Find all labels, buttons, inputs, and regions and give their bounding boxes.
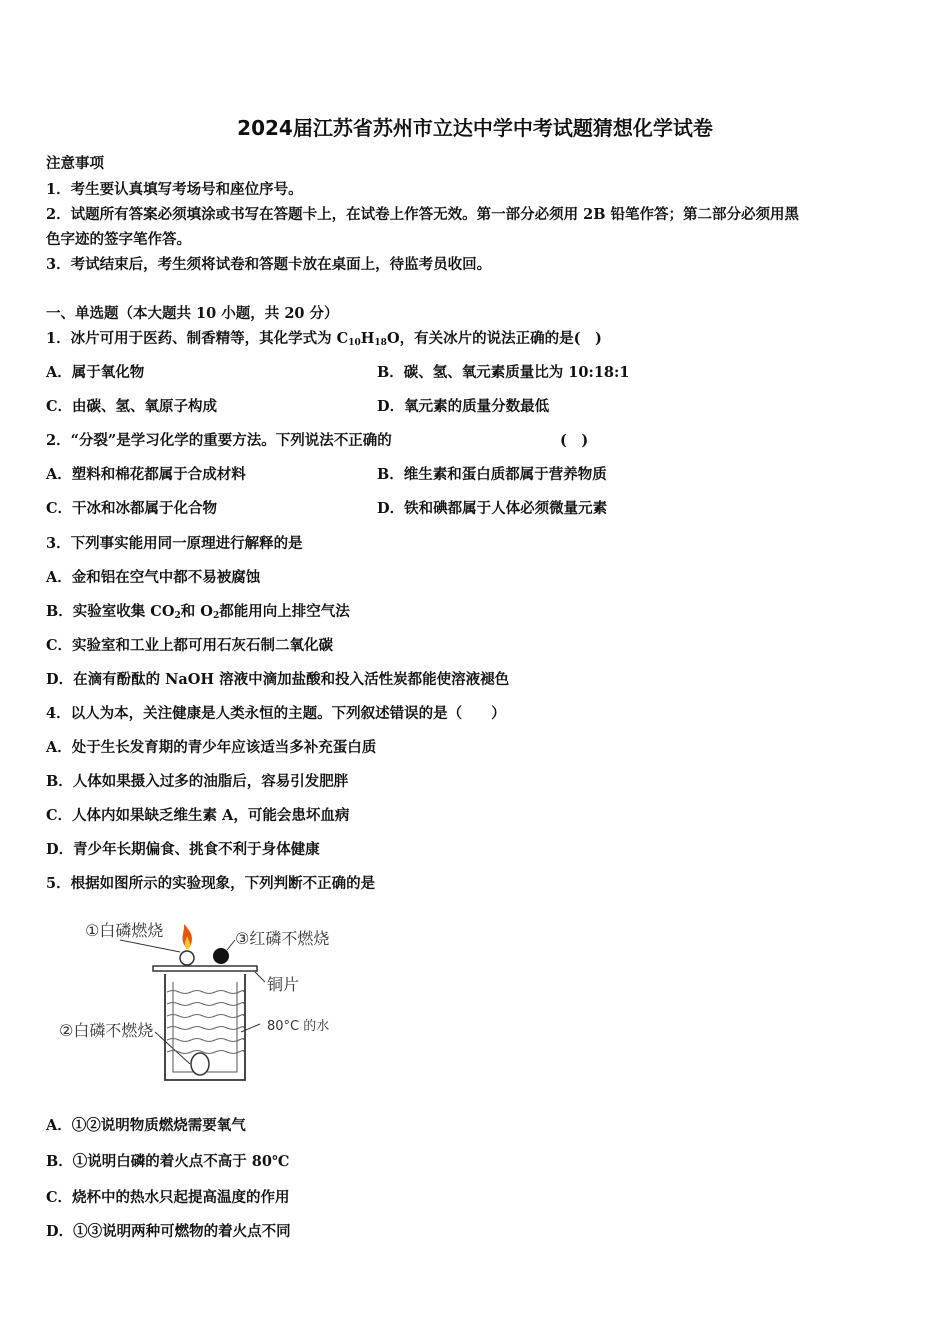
leader-line — [227, 940, 235, 950]
q1-option-a: A．属于氧化物 — [46, 364, 145, 381]
q2-option-b: B．维生素和蛋白质都属于营养物质 — [377, 466, 607, 483]
figure-label-copper: 铜片 — [267, 975, 300, 994]
figure-label-white-phosphorus-underwater: ②白磷不燃烧 — [59, 1021, 154, 1040]
q4-option-a: A．处于生长发育期的青少年应该适当多补充蛋白质 — [46, 739, 377, 756]
figure-label-red-phosphorus: ③红磷不燃烧 — [235, 929, 330, 948]
notice-item-3: 3．考试结束后，考生须将试卷和答题卡放在桌面上，待监考员收回。 — [46, 256, 492, 273]
notice-item-2-cont: 色字迹的签字笔作答。 — [46, 231, 191, 248]
water-lines — [167, 991, 244, 1054]
page-title: 2024届江苏省苏州市立达中学中考试题猜想化学试卷 — [237, 116, 713, 140]
q2-option-c: C．干冰和冰都属于化合物 — [46, 500, 218, 517]
q5-option-c: C．烧杯中的热水只起提高温度的作用 — [46, 1189, 290, 1206]
q3-option-a: A．金和铝在空气中都不易被腐蚀 — [46, 569, 261, 586]
combustion-experiment-figure — [55, 912, 355, 1092]
q3-option-d: D．在滴有酚酞的 NaOH 溶液中滴加盐酸和投入活性炭都能使溶液褪色 — [46, 671, 510, 688]
leader-line — [255, 972, 265, 982]
q1-option-d: D．氧元素的质量分数最低 — [377, 398, 550, 415]
q1-option-c: C．由碳、氢、氧原子构成 — [46, 398, 218, 415]
q5-option-a: A．①②说明物质燃烧需要氧气 — [46, 1117, 246, 1134]
white-phosphorus-dot — [180, 951, 194, 965]
q3-option-b: B．实验室收集 $CO_2$和 $O_2$都能用向上排空气法 — [46, 603, 350, 621]
q1-option-b: B．碳、氢、氧元素质量比为 10:18:1 — [377, 364, 630, 381]
q4-option-b: B．人体如果摄入过多的油脂后，容易引发肥胖 — [46, 773, 349, 790]
q5-option-d: D．①③说明两种可燃物的着火点不同 — [46, 1223, 291, 1240]
question-5-stem: 5．根据如图所示的实验现象，下列判断不正确的是 — [46, 875, 376, 892]
copper-plate — [153, 966, 257, 971]
q4-option-d: D．青少年长期偏食、挑食不利于身体健康 — [46, 841, 320, 858]
red-phosphorus-dot — [213, 948, 229, 964]
submerged-phosphorus — [191, 1053, 209, 1075]
q3-option-c: C．实验室和工业上都可用石灰石制二氧化碳 — [46, 637, 334, 654]
section-heading: 一、单选题（本大题共 10 小题，共 20 分） — [46, 305, 339, 322]
question-3-stem: 3．下列事实能用同一原理进行解释的是 — [46, 535, 303, 552]
notice-item-2: 2．试题所有答案必须填涂或书写在答题卡上，在试卷上作答无效。第一部分必须用 2B 铅笔作答；第二部分必须用黑 — [46, 206, 800, 223]
notice-item-1: 1．考生要认真填写考场号和座位序号。 — [46, 181, 303, 198]
q2-option-a: A．塑料和棉花都属于合成材料 — [46, 466, 246, 483]
question-2-paren: ( ) — [560, 432, 589, 449]
question-4-stem: 4．以人为本，关注健康是人类永恒的主题。下列叙述错误的是（ ） — [46, 705, 506, 722]
figure-label-hot-water: 80°C 的水 — [267, 1019, 330, 1034]
leader-line — [120, 940, 180, 952]
q2-option-d: D．铁和碘都属于人体必须微量元素 — [377, 500, 608, 517]
leader-line — [241, 1024, 260, 1032]
q4-option-c: C．人体内如果缺乏维生素 A，可能会患坏血病 — [46, 807, 350, 824]
notice-heading: 注意事项 — [46, 155, 104, 172]
q5-option-b: B．①说明白磷的着火点不高于 80℃ — [46, 1153, 290, 1170]
question-1-stem: 1．冰片可用于医药、制香精等，其化学式为 $C_{10}H_{18}O$，有关冰片的说法正确的是( ) — [46, 330, 602, 348]
figure-label-white-phosphorus-burning: ①白磷燃烧 — [85, 921, 164, 940]
question-2-stem: 2．“分裂”是学习化学的重要方法。下列说法不正确的 — [46, 432, 392, 449]
